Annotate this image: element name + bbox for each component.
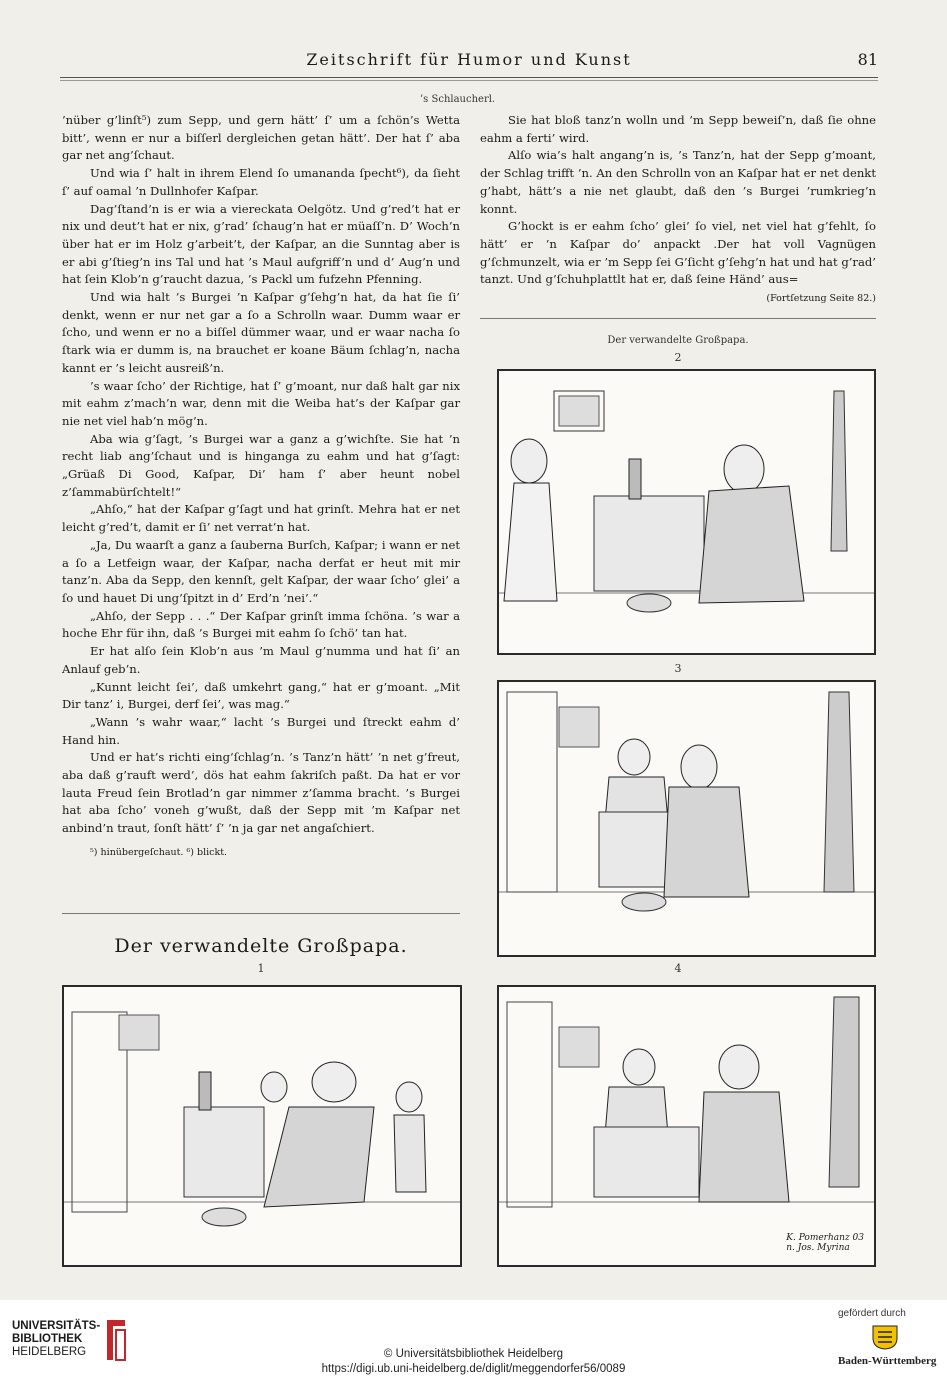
paragraph: G’hockt is er eahm ſcho’ glei’ ſo viel, net viel hat g’fehlt, ſo hätt’ er ’n Kaſpar do’ anpackt .Der hat voll Vagnügen g’ſchmunzelt, wia er ’m Sepp ſei G’ſicht g’ſehg’n hat und hat g’rad’ tanzt. Und g’ſchuhplattlt hat er, daß ſeine Händ’ aus=: [480, 219, 876, 287]
paragraph: Und er hat’s richti eing’ſchlag’n. ’s Tanz’n hätt’ ’n net g’freut, aba daß g’rauft werd’, dös hat eahm ſakriſch paßt. Da hat er vor lauta Freud ſein Brotlad’n gar nimmer z’ſamma bracht. ’s Burgei hat aba ſcho’ voneh g’wußt, daß der Sepp mit ’m Kaſpar net anbind’n traut, ſonſt hätt’ ſ’ ’n ja gar net angaſchiert.: [62, 750, 460, 836]
page-number: 81: [857, 50, 878, 69]
paragraph: Er hat alſo ſein Klob’n aus ’m Maul g’numma und hat ſi’ an Anlauf geb’n.: [62, 644, 460, 676]
paragraph: „Ahſo,“ hat der Kaſpar g’ſagt und hat grinſt. Mehra hat er net leicht g’red’t, damit er ſi’ net verrat’n hat.: [62, 502, 460, 535]
paragraph: „Ja, Du waarſt a ganz a ſauberna Burſch, Kaſpar; i wann er net a ſo a Letfeign waar, der Kaſpar, nacha derfat er heut mit mir tanz’n. Aba da Sepp, den kennſt, gelt Kaſpar, der waar ſcho’ glei’ a ſo und hauet Di ung’ſpitzt in d’ Erd’n ’nei’.“: [62, 537, 460, 605]
sponsor-name: Baden-Württemberg: [838, 1355, 937, 1367]
paragraph: Alſo wia’s halt angang’n is, ’s Tanz’n, hat der Sepp g’moant, der Schlag trifft ’n. An den Schrolln von an Kaſpar hat er net denkt g’habt, hätt’s a nie net glaubt, daß den ’s Burgei ’rumkrieg’n konnt.: [480, 148, 876, 216]
journal-title: Zeitschrift für Humor und Kunst: [306, 50, 632, 69]
paragraph: Aba wia g’ſagt, ’s Burgei war a ganz a g’wichſte. Sie hat ’n recht liab ang’ſchaut und is hinganga zu eahm und hat g’ſagt: „Grüaß Di Good, Kaſpar, Di’ ham ſ’ aber heunt nobel z’ſammabürſchtelt!“: [62, 431, 460, 499]
right-text-column: [480, 112, 876, 308]
column-rule: [62, 913, 460, 914]
panel-4-drawing: [499, 987, 874, 1265]
copyright-notice: © Universitätsbibliothek Heidelberg: [383, 1348, 564, 1360]
library-name-line3: HEIDELBERG: [12, 1346, 87, 1358]
paragraph: ’nüber g’linſt⁵) zum Sepp, und gern hätt’ ſ’ um a ſchön’s Wetta bitt’, wenn er nur a biſſerl dergleichen getan hätt’. Der hat ſ’ aba gar net ang’ſchaut.: [62, 113, 460, 163]
cartoon-panel-4: [497, 985, 876, 1267]
state-coat-of-arms-icon: [868, 1324, 902, 1350]
library-name-line1: UNIVERSITÄTS-: [12, 1320, 101, 1332]
paragraph: ’s waar ſcho’ der Richtige, hat ſ’ g’moant, nur daß halt gar nix mit eahm z’mach’n war, denn mit die Weiba hat’s der Kaſpar gar nie net viel hab’n mög’n.: [62, 378, 460, 428]
header-rule-thin: [60, 80, 878, 81]
paragraph: „Wann ’s wahr waar,“ lacht ’s Burgei und ſtreckt eahm d’ Hand hin.: [62, 714, 460, 747]
header-rule: [60, 77, 878, 78]
cartoon-panel-3: [497, 680, 876, 957]
illustration-heading: Der verwandelte Großpapa.: [114, 935, 408, 957]
paragraph: Dag’ſtand’n is er wia a viereckata Oelgötz. Und g’red’t hat er nix und deut’t hat er nix, g’rad’ ſchaug’n hat er müaſſ’n. D’ Woch’n über hat er im Holz g’arbeit’t, der Kaſpar, an die Sunntag aber is er abi g’ſtieg’n ins Tal und hat ’s Maul aufgriff’n und d’ Aug’n und hat ſein Klob’n g’raucht dazua, ’s Packl um fufzehn Pfenning.: [62, 201, 460, 287]
panel-number: 1: [257, 962, 265, 975]
column-rule: [480, 318, 876, 319]
cartoon-panel-1: [62, 985, 462, 1267]
library-name-line2: BIBLIOTHEK: [12, 1333, 83, 1345]
panel-number: 4: [674, 962, 682, 975]
left-text-column: [62, 112, 460, 862]
story-headnote: ’s Schlaucherl.: [420, 94, 496, 105]
running-header: [60, 50, 878, 74]
sponsor-label: gefördert durch: [838, 1308, 906, 1319]
panel-number: 2: [674, 351, 682, 364]
artist-signature: K. Pomerhanz 03 n. Jos. Myrina: [786, 1233, 864, 1253]
panel-3-drawing: [499, 682, 874, 955]
permalink-url[interactable]: https://digi.ub.uni-heidelberg.de/diglit/meggendorfer56/0089: [321, 1363, 626, 1375]
paragraph: „Ahſo, der Sepp . . .“ Der Kaſpar grinſt imma ſchöna. ’s war a hoche Ehr für ihn, daß ’s Burgei mit eahm ſo ſchö’ tan hat.: [62, 608, 460, 641]
illustration-caption: Der verwandelte Großpapa.: [607, 335, 749, 346]
panel-1-drawing: [64, 987, 460, 1265]
paragraph: Sie hat bloß tanz’n wolln und ’m Sepp beweiſ’n, daß ſie ohne eahm a ferti’ wird.: [480, 113, 876, 145]
footnotes: ⁵) hinübergeſchaut. ⁶) blickt.: [90, 846, 228, 858]
panel-number: 3: [674, 662, 682, 675]
continuation-note: (Fortſetzung Seite 82.): [766, 293, 876, 305]
paragraph: Und wia halt ’s Burgei ’n Kaſpar g’ſehg’n hat, da hat ſie ſi’ denkt, wenn er nur net gar a ſo a Schrolln waar. Dumm waar er ſcho, und wenn er no a biſſel dümmer waar, und er waar nacha ſo ſtark wia er dumm is, na brauchet er koane Bäum ſchlag’n, nacha kannt er ’s leicht ausreiß’n.: [62, 290, 460, 375]
paragraph: Und wia ſ’ halt in ihrem Elend ſo umananda ſpecht⁶), da ſieht ſ’ auf oamal ’n Dullnhofer Kaſpar.: [62, 166, 460, 198]
paragraph: „Kunnt leicht ſei’, daß umkehrt gang,“ hat er g’moant. „Mit Dir tanz’ i, Burgei, derf ſei’, was mag.“: [62, 679, 460, 712]
cartoon-panel-2: [497, 369, 876, 655]
panel-2-drawing: [499, 371, 874, 653]
